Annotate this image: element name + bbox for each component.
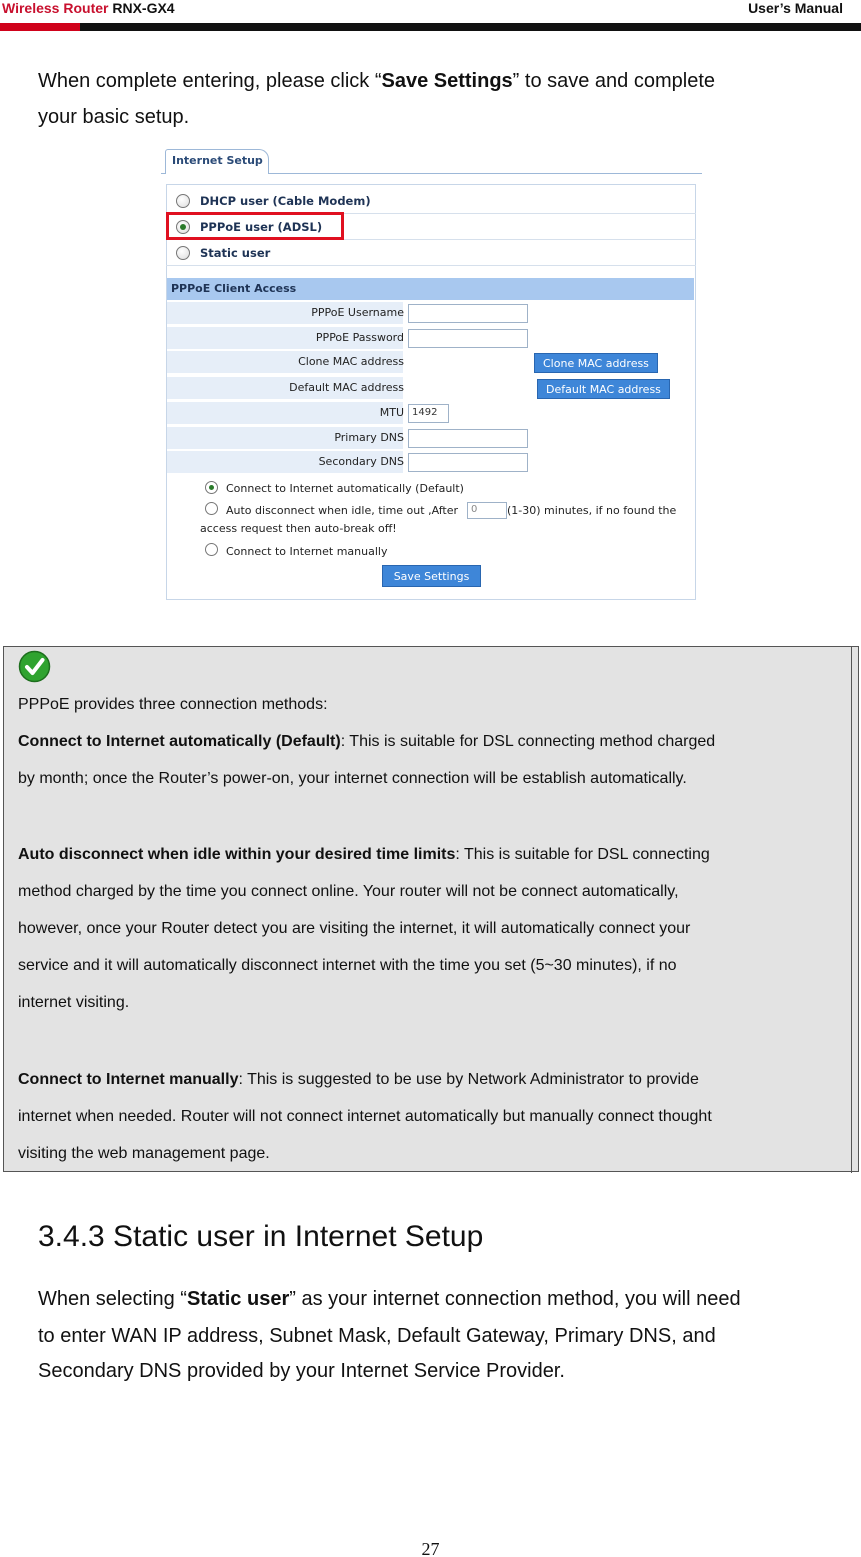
- default-mac-button[interactable]: Default MAC address: [537, 379, 670, 399]
- field-row-username: [167, 302, 694, 324]
- header-rule-red: [0, 23, 80, 31]
- manual-connect-label: Connect to Internet manually: [226, 545, 388, 558]
- section-para-line-1: When selecting “Static user” as your internet connection method, you will need: [38, 1288, 741, 1310]
- field-label: Default MAC address: [289, 381, 404, 394]
- field-row-secondary-dns: [167, 451, 694, 473]
- internet-setup-screenshot: [161, 147, 702, 605]
- idle-minutes-input[interactable]: 0: [467, 502, 507, 519]
- field-row-primary-dns: [167, 427, 694, 449]
- field-label: Secondary DNS: [318, 455, 404, 468]
- note-line: internet visiting.: [18, 994, 130, 1011]
- note-line: Connect to Internet manually: This is suggested to be use by Network Administrator to provide: [18, 1071, 699, 1088]
- radio-static-row[interactable]: [166, 241, 696, 266]
- pppoe-section-title: PPPoE Client Access: [167, 278, 694, 300]
- field-row-mtu: [167, 402, 694, 424]
- note-line: Connect to Internet automatically (Default): This is suitable for DSL connecting method charged: [18, 733, 716, 750]
- mtu-input[interactable]: 1492: [408, 404, 449, 423]
- field-label: MTU: [379, 406, 404, 419]
- radio-pppoe-label: PPPoE user (ADSL): [200, 220, 323, 234]
- section-para-line-3: Secondary DNS provided by your Internet Service Provider.: [38, 1360, 565, 1382]
- secondary-dns-input[interactable]: [408, 453, 528, 472]
- default-mac-value: [408, 379, 528, 398]
- radio-manual-connect[interactable]: [205, 543, 218, 556]
- note-box: [3, 646, 859, 1172]
- intro-line-1: When complete entering, please click “Save Settings” to save and complete: [38, 70, 716, 92]
- radio-dhcp-label: DHCP user (Cable Modem): [200, 194, 371, 208]
- header-rule-black: [80, 23, 861, 31]
- note-line: by month; once the Router’s power-on, your internet connection will be establish automatically.: [18, 770, 687, 787]
- intro-line-2: your basic setup.: [38, 106, 190, 128]
- connect-options: [167, 474, 694, 562]
- note-line: visiting the web management page.: [18, 1145, 270, 1162]
- page-header: [0, 0, 861, 34]
- header-manual-label: User’s Manual: [748, 0, 843, 16]
- note-line: service and it will automatically disconnect internet with the time you set (5~30 minutes), if no: [18, 957, 677, 974]
- clone-mac-button[interactable]: Clone MAC address: [534, 353, 658, 373]
- clone-mac-value: [408, 353, 528, 372]
- field-row-clone-mac: [167, 351, 694, 373]
- auto-connect-label: Connect to Internet automatically (Default): [226, 482, 464, 495]
- section-heading: 3.4.3 Static user in Internet Setup: [38, 1220, 484, 1253]
- radio-dhcp-row[interactable]: [166, 189, 696, 214]
- header-model: RNX-GX4: [112, 0, 175, 16]
- note-line: Auto disconnect when idle within your desired time limits: This is suitable for DSL connecting: [18, 846, 710, 863]
- radio-dhcp[interactable]: [176, 194, 190, 208]
- save-settings-button[interactable]: Save Settings: [382, 565, 481, 587]
- pppoe-password-input[interactable]: [408, 329, 528, 348]
- radio-auto-connect[interactable]: [205, 481, 218, 494]
- pppoe-username-input[interactable]: [408, 304, 528, 323]
- idle-minutes-hint: (1-30) minutes, if no found the: [507, 504, 677, 517]
- note-line: internet when needed. Router will not connect internet automatically but manually connect thought: [18, 1108, 712, 1125]
- field-row-password: [167, 327, 694, 349]
- header-title: [2, 0, 175, 16]
- note-line: method charged by the time you connect online. Your router will not be connect automatically,: [18, 883, 679, 900]
- radio-static-label: Static user: [200, 246, 271, 260]
- primary-dns-input[interactable]: [408, 429, 528, 448]
- page-number: 27: [421, 1539, 440, 1557]
- radio-auto-disconnect[interactable]: [205, 502, 218, 515]
- check-icon: [18, 650, 51, 683]
- field-label: PPPoE Password: [315, 331, 404, 344]
- radio-static[interactable]: [176, 246, 190, 260]
- tab-internet-setup[interactable]: Internet Setup: [165, 149, 269, 174]
- section-para-line-2: to enter WAN IP address, Subnet Mask, Default Gateway, Primary DNS, and: [38, 1325, 716, 1347]
- header-brand: Wireless Router: [2, 0, 109, 16]
- highlight-box: [166, 212, 344, 240]
- field-row-default-mac: [167, 377, 694, 399]
- auto-disconnect-label: Auto disconnect when idle, time out ,After: [226, 504, 458, 517]
- field-label: PPPoE Username: [311, 306, 404, 319]
- note-line: PPPoE provides three connection methods:: [18, 696, 328, 713]
- field-label: Primary DNS: [334, 431, 404, 444]
- field-label: Clone MAC address: [298, 355, 404, 368]
- note-line: however, once your Router detect you are visiting the internet, it will automatically connect your: [18, 920, 691, 937]
- auto-disconnect-hint: access request then auto-break off!: [200, 522, 397, 535]
